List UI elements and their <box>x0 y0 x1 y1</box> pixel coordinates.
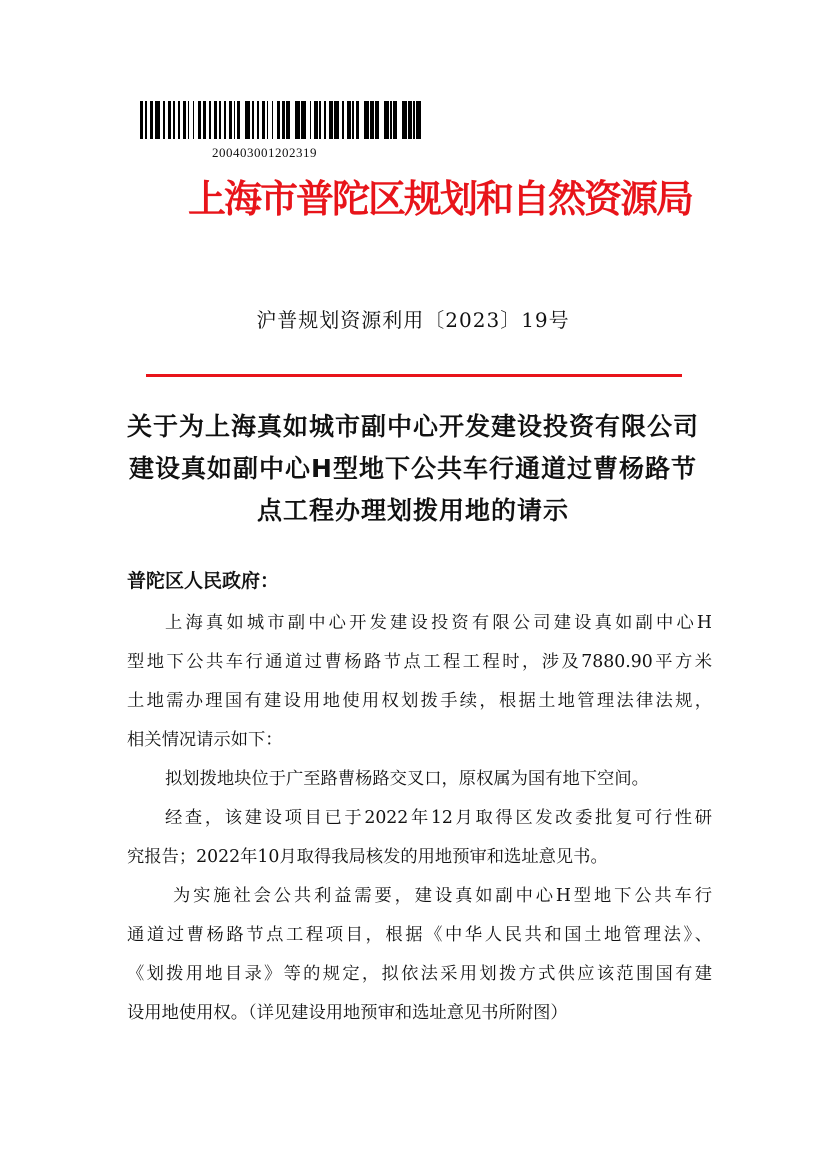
barcode-bar <box>237 101 240 139</box>
body-line: 相关情况请示如下： <box>127 730 283 750</box>
barcode-bar <box>295 101 300 139</box>
document-body <box>127 604 712 1033</box>
barcode-bar <box>262 101 265 139</box>
body-paragraph <box>127 877 712 1033</box>
barcode-bar <box>188 101 190 139</box>
barcode-bar <box>356 101 359 139</box>
barcode-bar <box>286 101 289 139</box>
body-line: 《划拨用地目录》等的规定，拟依法采用划拨方式供应该范围国有建 <box>127 964 712 984</box>
barcode-bar <box>183 101 186 139</box>
barcode-bar <box>375 101 378 139</box>
body-line: 究报告；2022年10月取得我局核发的用地预审和选址意见书。 <box>127 847 608 867</box>
barcode-bar <box>178 101 180 139</box>
barcode-bar <box>234 101 236 139</box>
barcode-bar <box>252 101 254 139</box>
body-line: 土地需办理国有建设用地使用权划拨手续，根据土地管理法律法规， <box>127 691 712 711</box>
barcode-bar <box>245 101 250 139</box>
barcode-bar <box>168 101 171 139</box>
barcode-bar <box>193 101 195 139</box>
barcode-number: 200403001202319 <box>212 145 317 160</box>
body-line: 为实施社会公共利益需要，建设真如副中心H型地下公共车行 <box>173 886 712 906</box>
barcode-bar <box>229 101 232 139</box>
barcode-bar <box>214 101 217 139</box>
barcode-bar <box>282 101 285 139</box>
barcode-bar <box>416 101 421 139</box>
barcode-bar <box>198 101 201 139</box>
barcode-bar <box>342 101 344 139</box>
barcode-bar <box>370 101 373 139</box>
red-divider <box>146 374 682 377</box>
barcode-bar <box>173 101 175 139</box>
body-line: 上海真如城市副中心开发建设投资有限公司建设真如副中心H <box>165 613 712 633</box>
document-title-line: 建设真如副中心H型地下公共车行通道过曹杨路节 <box>129 454 697 483</box>
barcode-bar <box>155 101 160 139</box>
document-number: 沪普规划资源利用〔2023〕19号 <box>256 308 570 332</box>
barcode-bar <box>219 101 221 139</box>
barcode-bar <box>224 101 226 139</box>
barcode-bar <box>402 101 407 139</box>
barcode-bar <box>257 101 259 139</box>
barcode <box>140 101 422 139</box>
barcode-bar <box>384 101 389 139</box>
barcode-bar <box>301 101 306 139</box>
barcode-bar <box>347 101 350 139</box>
body-paragraph <box>127 760 712 799</box>
issuing-organization: 上海市普陀区规划和自然资源局 <box>188 177 693 221</box>
barcode-bar <box>352 101 354 139</box>
barcode-bar <box>150 101 153 139</box>
barcode-bar <box>272 101 274 139</box>
barcode-bar <box>314 101 317 139</box>
barcode-bar <box>163 101 165 139</box>
barcode-bar <box>324 101 326 139</box>
salutation: 普陀区人民政府： <box>127 570 280 592</box>
barcode-bar <box>329 101 332 139</box>
body-line: 型地下公共车行通道过曹杨路节点工程工程时，涉及7880.90平方米 <box>127 652 712 672</box>
barcode-bar <box>267 101 269 139</box>
barcode-bar <box>140 101 143 139</box>
body-paragraph <box>127 604 712 760</box>
barcode-bar <box>145 101 147 139</box>
barcode-bar <box>277 101 280 139</box>
barcode-bar <box>393 101 396 139</box>
barcode-bar <box>203 101 206 139</box>
barcode-bar <box>209 101 211 139</box>
document-title-line: 关于为上海真如城市副中心开发建设投资有限公司 <box>126 412 699 441</box>
document-title <box>110 406 716 532</box>
body-line: 设用地使用权。（详见建设用地预审和选址意见书所附图） <box>127 1003 568 1023</box>
barcode-bar <box>310 101 312 139</box>
barcode-bar <box>390 101 392 139</box>
body-line: 通道过曹杨路节点工程项目，根据《中华人民共和国土地管理法》、 <box>127 925 712 945</box>
barcode-bar <box>364 101 369 139</box>
barcode-bar <box>408 101 411 139</box>
body-line: 经查，该建设项目已于2022年12月取得区发改委批复可行性研 <box>165 808 712 828</box>
barcode-bar <box>319 101 321 139</box>
barcode-bar <box>334 101 339 139</box>
body-paragraph <box>127 799 712 877</box>
barcode-bar <box>413 101 415 139</box>
body-line: 拟划拨地块位于广至路曹杨路交叉口，原权属为国有地下空间。 <box>165 769 649 789</box>
document-title-line: 点工程办理划拨用地的请示 <box>256 496 569 525</box>
